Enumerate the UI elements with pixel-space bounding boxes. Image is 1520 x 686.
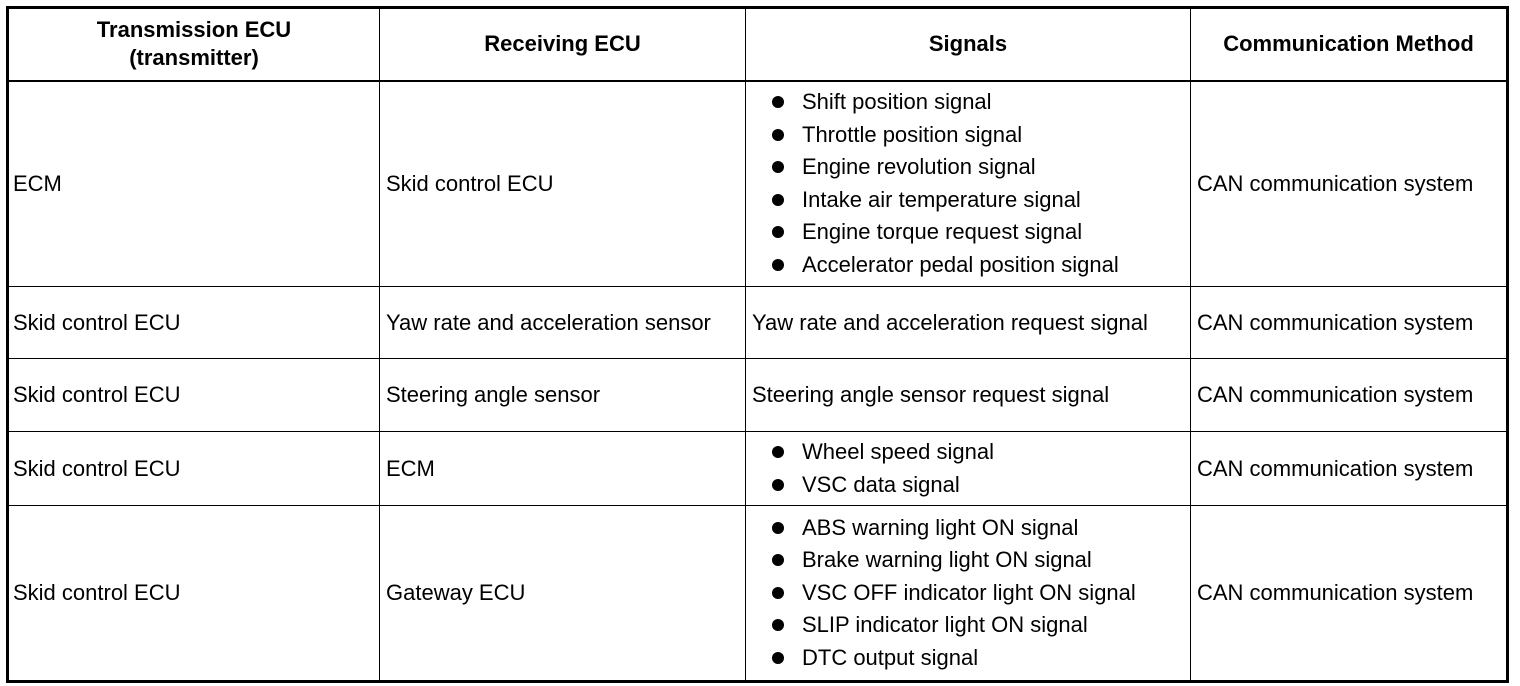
signal-list-item	[752, 216, 1184, 249]
receiving-cell: ECM	[380, 432, 746, 506]
transmitter-cell: Skid control ECU	[8, 287, 380, 359]
header-method: Communication Method	[1191, 8, 1508, 81]
signal-list-item	[752, 469, 1184, 502]
signal-text: SLIP indicator light ON signal	[802, 612, 1088, 638]
bullet-icon	[772, 479, 784, 491]
signals-cell: Steering angle sensor request signal	[746, 359, 1191, 432]
header-transmitter-line2: (transmitter)	[129, 45, 259, 71]
signal-text: ABS warning light ON signal	[802, 514, 1079, 540]
table-row	[8, 287, 1508, 359]
transmitter-cell: Skid control ECU	[8, 432, 380, 506]
signal-list	[752, 512, 1184, 675]
transmitter-cell: ECM	[8, 81, 380, 287]
bullet-icon	[772, 446, 784, 458]
signals-cell	[746, 506, 1191, 682]
receiving-cell: Steering angle sensor	[380, 359, 746, 432]
bullet-icon	[772, 554, 784, 566]
signal-list	[752, 436, 1184, 501]
method-cell: CAN communication system	[1191, 432, 1508, 506]
signal-list-item	[752, 544, 1184, 577]
bullet-icon	[772, 226, 784, 238]
table-row	[8, 359, 1508, 432]
signal-list-item	[752, 249, 1184, 282]
signal-list-item	[752, 184, 1184, 217]
method-cell: CAN communication system	[1191, 506, 1508, 682]
method-cell: CAN communication system	[1191, 81, 1508, 287]
table-row	[8, 432, 1508, 506]
bullet-icon	[772, 652, 784, 664]
table-row	[8, 506, 1508, 682]
signal-list-item	[752, 119, 1184, 152]
signal-text: Accelerator pedal position signal	[802, 251, 1119, 277]
signal-text: Wheel speed signal	[802, 439, 995, 464]
method-cell: CAN communication system	[1191, 287, 1508, 359]
bullet-icon	[772, 259, 784, 271]
signal-text: Brake warning light ON signal	[802, 547, 1092, 573]
signal-text: Throttle position signal	[802, 121, 1023, 147]
bullet-icon	[772, 619, 784, 631]
signal-list-item	[752, 151, 1184, 184]
bullet-icon	[772, 194, 784, 206]
signal-text: Engine revolution signal	[802, 154, 1036, 180]
signal-text: Engine torque request signal	[802, 219, 1083, 245]
header-signals: Signals	[746, 8, 1191, 81]
transmitter-cell: Skid control ECU	[8, 359, 380, 432]
bullet-icon	[772, 96, 784, 108]
signal-list	[752, 86, 1184, 281]
transmitter-cell: Skid control ECU	[8, 506, 380, 682]
signal-list-item	[752, 436, 1184, 469]
signal-list-item	[752, 642, 1184, 675]
signal-list-item	[752, 609, 1184, 642]
signals-cell: Yaw rate and acceleration request signal	[746, 287, 1191, 359]
header-transmitter	[8, 8, 380, 81]
ecu-communication-table	[6, 6, 1509, 683]
bullet-icon	[772, 161, 784, 173]
signal-list-item	[752, 86, 1184, 119]
receiving-cell: Skid control ECU	[380, 81, 746, 287]
signal-text: DTC output signal	[802, 644, 979, 670]
receiving-cell: Yaw rate and acceleration sensor	[380, 287, 746, 359]
signal-list-item	[752, 512, 1184, 545]
header-row	[8, 8, 1508, 81]
signal-text: Intake air temperature signal	[802, 186, 1081, 212]
signals-cell	[746, 432, 1191, 506]
signal-list-item	[752, 577, 1184, 610]
bullet-icon	[772, 129, 784, 141]
header-transmitter-line1: Transmission ECU	[96, 17, 292, 43]
signal-text: VSC OFF indicator light ON signal	[802, 579, 1136, 605]
method-cell: CAN communication system	[1191, 359, 1508, 432]
bullet-icon	[772, 587, 784, 599]
table-row	[8, 81, 1508, 287]
receiving-cell: Gateway ECU	[380, 506, 746, 682]
header-receiving: Receiving ECU	[380, 8, 746, 81]
signal-text: VSC data signal	[802, 471, 960, 497]
signal-text: Shift position signal	[802, 89, 992, 115]
signals-cell	[746, 81, 1191, 287]
bullet-icon	[772, 522, 784, 534]
